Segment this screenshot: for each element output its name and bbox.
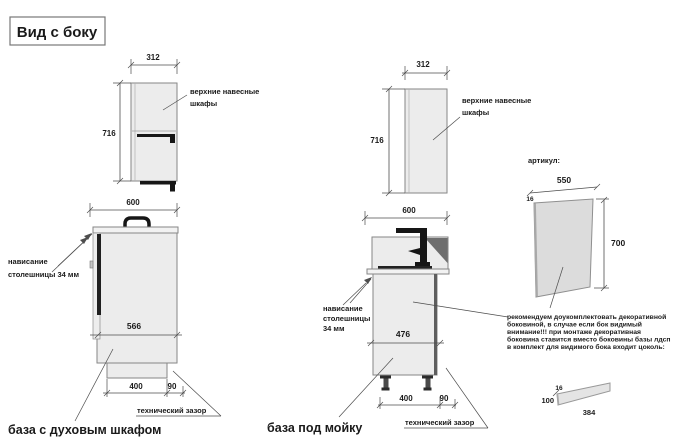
countertop <box>93 227 178 233</box>
dim-400-value: 400 <box>129 382 143 391</box>
handle-icon <box>125 218 149 227</box>
cabinet-body <box>405 89 447 193</box>
cabinet-body <box>373 274 437 375</box>
note-line: в комплект для видимого бока входит цоколь: <box>507 344 665 351</box>
overhang-label: нависание <box>8 257 48 266</box>
overhang-arrowhead <box>364 277 372 284</box>
note-text-block <box>507 313 670 351</box>
plinth-thickness-value: 16 <box>555 385 563 392</box>
tech-gap-label: технический зазор <box>405 418 475 427</box>
plinth-length-value: 384 <box>582 408 596 417</box>
warning-line: внимание!!! при монтаже декоративная <box>507 329 641 336</box>
shelf-bracket <box>137 134 175 137</box>
plinth-strip <box>557 383 610 405</box>
dim-600-value: 600 <box>402 206 416 215</box>
cabinet-caption: база под мойку <box>267 421 363 435</box>
oven-handle <box>90 261 93 268</box>
overhang-label: нависание <box>323 304 363 313</box>
back-panel-edge <box>434 274 437 375</box>
note-line: боковиной, в случае если бок видимый <box>507 321 642 329</box>
left-upper-cabinet-drawing <box>102 53 259 192</box>
oven-door-edge <box>97 234 101 315</box>
title-box <box>10 17 105 45</box>
overhang-label: столешницы 34 мм <box>8 270 79 279</box>
dim-566-value: 566 <box>126 321 142 331</box>
dim-16-value: 16 <box>526 196 534 203</box>
bottom-bracket <box>140 181 176 185</box>
overhang-label: столешницы <box>323 314 371 323</box>
dim-700-ticks <box>594 197 609 291</box>
upper-cabinet-label: шкафы <box>462 108 490 117</box>
sink-bottom-line <box>378 266 432 269</box>
cabinet-body <box>97 233 177 363</box>
bottom-bracket <box>170 185 175 192</box>
upper-cabinet-label: верхние навесные <box>190 87 260 96</box>
middle-base-cabinet-drawing <box>267 206 508 435</box>
shelf-bracket <box>170 137 175 143</box>
dim-312-value: 312 <box>146 53 160 62</box>
plinth-edge <box>558 395 559 405</box>
dim-550-line <box>530 187 597 193</box>
upper-cabinet-label: верхние навесные <box>462 96 532 105</box>
dim-90-value: 90 <box>167 382 177 391</box>
dim-700-value: 700 <box>611 238 626 248</box>
warning-line: боковина ставится вместо боковины базы лдсп <box>507 336 671 344</box>
left-base-cabinet-drawing <box>8 198 221 437</box>
dim-716-ticks <box>113 80 131 184</box>
overhang-arrowhead <box>80 233 92 244</box>
note-line: рекомендуем доукомплектовать декоративной <box>507 314 667 321</box>
overhang-leader <box>343 279 371 305</box>
overhang-label: 34 мм <box>323 324 345 333</box>
countertop <box>367 269 449 274</box>
cabinet-caption: база с духовым шкафом <box>8 423 162 437</box>
middle-upper-cabinet-drawing <box>370 60 531 196</box>
dim-716-ticks <box>382 86 405 196</box>
article-label: артикул: <box>528 156 561 165</box>
leg-icon <box>422 376 433 391</box>
dim-400-value: 400 <box>399 394 413 403</box>
dim-716-value: 716 <box>370 136 384 145</box>
dim-716-value: 716 <box>102 129 116 138</box>
decorative-panel-drawing <box>526 156 625 308</box>
plinth-box <box>107 363 167 378</box>
plinth-drawing <box>541 383 610 417</box>
dim-90-value: 90 <box>439 394 449 403</box>
cabinet-body <box>131 83 177 181</box>
tech-gap-label: технический зазор <box>137 406 207 415</box>
dim-312-value: 312 <box>416 60 430 69</box>
panel-face <box>534 199 593 297</box>
upper-cabinet-label: шкафы <box>190 99 218 108</box>
plinth-height-value: 100 <box>541 396 554 405</box>
page-title: Вид с боку <box>16 24 98 41</box>
leg-icon <box>380 376 391 391</box>
dim-600-value: 600 <box>126 198 140 207</box>
dim-550-value: 550 <box>556 175 572 185</box>
dim-476-value: 476 <box>395 329 411 339</box>
